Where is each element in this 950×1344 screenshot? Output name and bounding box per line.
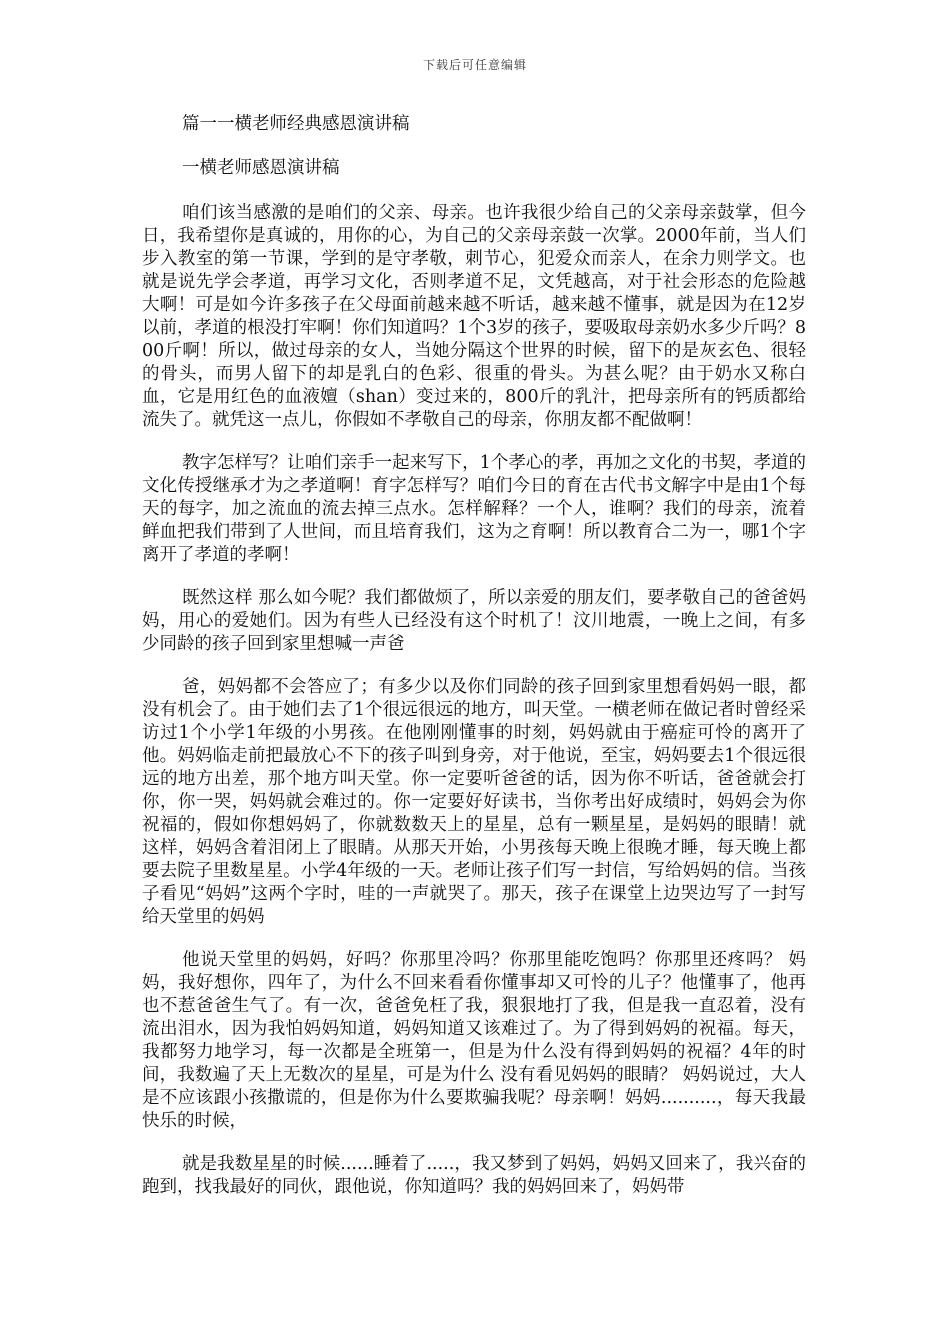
paragraph-5: 他说天堂里的妈妈，好吗？你那里冷吗？你那里能吃饱吗？你那里还疼吗？ 妈妈，我好想你，四年了，为什么不回来看看你懂事却又可怜的儿子？他懂事了，他再也不惹爸爸生气了。有一次，爸爸免枉了我，狠狠地打了我，但是我一直忍着，没有流出泪水，因为我怕妈妈知道，妈妈知道又该难过了。为了得到妈妈的祝福。每天，我都努力地学习，每一次都是全班第一，但是为什么没有得到妈妈的祝福？4年的时间，我数遍了天上无数次的星星，可是为什么 没有看见妈妈的眼睛？ 妈妈说过，大人是不应该跟小孩撒谎的，但是你为什么要欺骗我呢？母亲啊！妈妈..........，每天我最快乐的时候， (142, 950, 806, 1131)
paragraph-3: 既然这样 那么如今呢？我们都做烦了，所以亲爱的朋友们，要孝敬自己的爸爸妈妈，用心的爱她们。因为有些人已经没有这个时机了！汶川地震，一晚上之间，有多少同龄的孩子回到家里想喊一声爸 (142, 588, 806, 654)
paragraph-4: 爸，妈妈都不会答应了；有多少以及你们同龄的孩子回到家里想看妈妈一眼，都没有机会了。由于她们去了1个很远很远的地方，叫天堂。一横老师在做记者时曾经采访过1个小学1年级的小男孩。在他刚刚懂事的时刻，妈妈就由于癌症可怜的离开了他。妈妈临走前把最放心不下的孩子叫到身旁，对于他说，至宝，妈妈要去1个很远很远的地方出差，那个地方叫天堂。你一定要听爸爸的话，因为你不听话，爸爸就会打你，你一哭，妈妈就会难过的。你一定要好好读书，当你考出好成绩时，妈妈会为你祝福的，假如你想妈妈了，你就数数天上的星星，总有一颗星星，是妈妈的眼睛！就这样，妈妈含着泪闭上了眼睛。从那天开始，小男孩每天晚上很晚才睡，每天晚上都要去院子里数星星。小学4年级的一天。老师让孩子们写一封信，写给妈妈的信。当孩子看见“妈妈”这两个字时，哇的一声就哭了。那天，孩子在课堂上边哭边写了一封写给天堂里的妈妈 (142, 677, 806, 927)
document-body (142, 112, 806, 1219)
paragraph-2: 教字怎样写？让咱们亲手一起来写下，1个孝心的孝，再加之文化的书契，孝道的文化传授继承才为之孝道啊！育字怎样写？咱们今日的育在古代书文解字中是由1个每天的每字，加之流血的流去掉三点水。怎样解释？一个人，谁啊？我们的母亲，流着鲜血把我们带到了人世间，而且培育我们，这为之育啊！所以教育合二为一，哪1个字离开了孝道的孝啊！ (142, 453, 806, 565)
document-subtitle: 一横老师感恩演讲稿 (182, 158, 340, 178)
paragraph-1: 咱们该当感激的是咱们的父亲、母亲。也许我很少给自己的父亲母亲鼓掌，但今日，我希望你是真诚的，用你的心，为自己的父亲母亲鼓一次掌。2000年前，当人们步入教室的第一节课，学到的是守孝敬，刺节心，犯爱众而亲人，在余力则学文。也就是说先学会孝道，再学习文化，否则孝道不足，文凭越高，对于社会形态的危险越大啊！可是如今许多孩子在父母面前越来越不听话，越来越不懂事，就是因为在12岁以前，孝道的根没打牢啊！你们知道吗？1个3岁的孩子，要吸取母亲奶水多少斤吗？800斤啊！所以，做过母亲的女人，当她分隔这个世界的时候，留下的是灰玄色、很轻的骨头，而男人留下的却是乳白的色彩、很重的骨头。为甚么呢？由于奶水又称白血，它是用红色的血液嬗（shan）变过来的，800斤的乳汁，把母亲所有的钙质都给流失了。就凭这一点儿，你假如不孝敬自己的母亲，你朋友都不配做啊！ (142, 203, 806, 430)
document-title: 篇一一横老师经典感恩演讲稿 (182, 114, 410, 134)
paragraph-6: 就是我数星星的时候......睡着了.....，我又梦到了妈妈，妈妈又回来了，我兴奋的跑到，找我最好的同伙，跟他说，你知道吗？我的妈妈回来了，妈妈带 (142, 1154, 806, 1197)
header-note: 下载后可任意编辑 (422, 58, 527, 72)
